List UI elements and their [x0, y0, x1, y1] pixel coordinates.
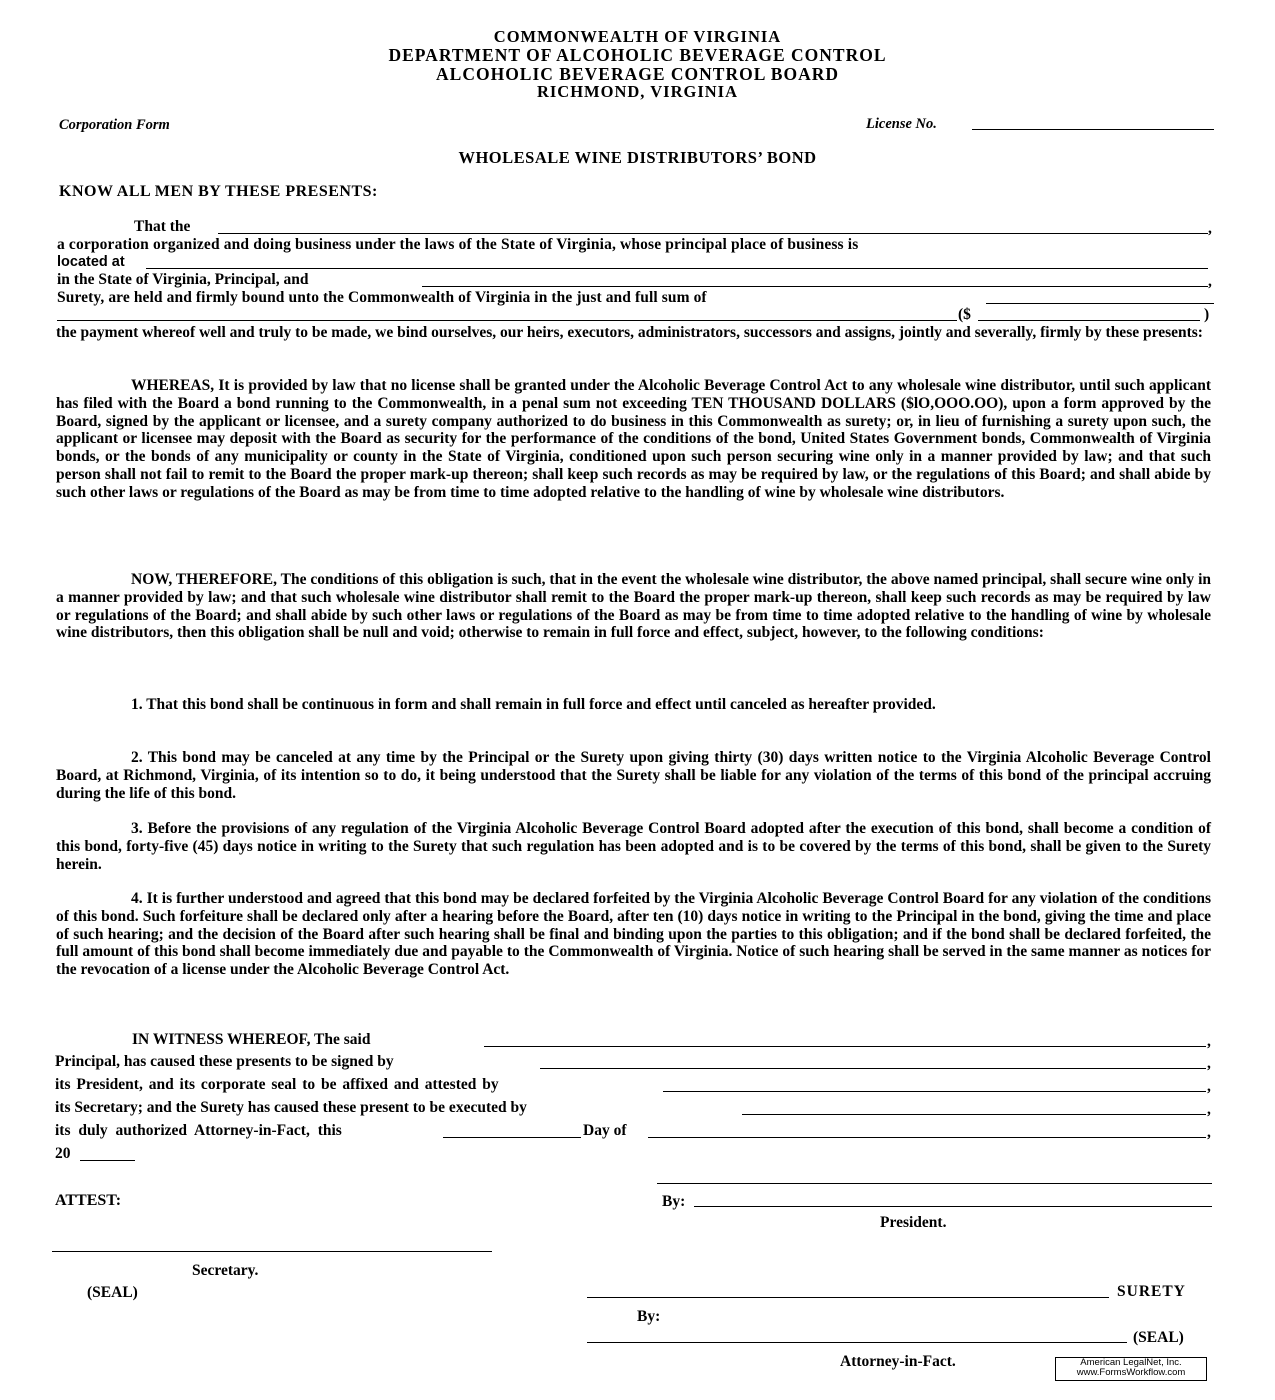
attest-label: ATTEST: — [55, 1192, 122, 1209]
comma: , — [1208, 220, 1212, 237]
dollar-open: ($ — [958, 306, 971, 323]
witness-line-3: its President, and its corporate seal to be affixed and attested by — [55, 1076, 499, 1093]
year-prefix: 20 — [55, 1145, 71, 1162]
dollar-close: ) — [1204, 306, 1210, 323]
sum-words-field[interactable] — [986, 303, 1214, 304]
condition-2: 2. This bond may be canceled at any time by the Principal or the Surety upon giving thirty (30) days written notice to the Virginia Alcoholic Beverage Control Board, at Richmond, Virginia, of its intention so to do, it being understood that the Surety shall be liable for any violation of the terms of this bond of the principal accruing during the life of this bond. — [56, 749, 1211, 802]
president-signature-line-top[interactable] — [657, 1183, 1212, 1184]
surety-name-field[interactable] — [422, 286, 1208, 287]
header-line-3: ALCOHOLIC BEVERAGE CONTROL BOARD — [436, 64, 839, 84]
surety-by-label: By: — [637, 1308, 661, 1325]
by-label: By: — [662, 1193, 686, 1210]
comma: , — [1207, 1055, 1211, 1072]
principal-name-field[interactable] — [484, 1046, 1206, 1047]
footer-logo-line-2: www.FormsWorkflow.com — [1076, 1367, 1186, 1378]
witness-line-4: its Secretary; and the Surety has caused these present to be executed by — [55, 1099, 527, 1116]
president-signature-field[interactable] — [694, 1206, 1212, 1207]
attester-name-field[interactable] — [663, 1091, 1206, 1092]
intro-heading: KNOW ALL MEN BY THESE PRESENTS: — [59, 183, 378, 200]
condition-3: 3. Before the provisions of any regulation of the Virginia Alcoholic Beverage Control Board adopted after the execution of this bond, shall become a condition of this bond, forty-five (45) days notice in writing to the Surety that such regulation has been adopted and is to be covered by the terms of this bond, shall be given to the Surety herein. — [56, 820, 1211, 873]
footer-logo-line-1: American LegalNet, Inc. — [1080, 1357, 1182, 1368]
witness-line-2: Principal, has caused these presents to be signed by — [55, 1053, 394, 1070]
that-the-label: That the — [134, 218, 191, 235]
now-therefore-paragraph: NOW, THEREFORE, The conditions of this obligation is such, that in the event the wholesale wine distributor, the above named principal, shall secure wine only in a manner provided by law; and that such wholesale wine distributor shall remit to the Board the proper mark-up thereon, shall keep such records as may be required by law or regulations of the Board; and shall abide by such other laws or regulations of the Board as may be from time to time adopted relative to the handling of wine by wholesale wine distributors, then this obligation shall be null and void; otherwise to remain in full force and effect, subject, however, to the following conditions: — [56, 571, 1211, 642]
comma: , — [1207, 1078, 1211, 1095]
located-at-label: located at — [57, 254, 125, 270]
seal-label-2: (SEAL) — [1133, 1329, 1184, 1346]
condition-1: 1. That this bond shall be continuous in form and shall remain in full force and effect until canceled as hereafter provided. — [131, 696, 936, 713]
surety-label: SURETY — [1117, 1283, 1186, 1300]
business-location-field[interactable] — [146, 268, 1208, 269]
sum-amount-field[interactable] — [978, 320, 1200, 321]
comma: , — [1207, 1101, 1211, 1118]
year-field[interactable] — [80, 1160, 135, 1161]
seal-label: (SEAL) — [87, 1284, 138, 1301]
condition-4: 4. It is further understood and agreed that this bond may be declared forfeited by the Virginia Alcoholic Beverage Control Board for any violation of the conditions of this bond. Such forfeiture shall be declared only after a hearing before the Board, after ten (10) days notice in writing to the Principal in the bond, giving the time and place of such hearing; and the decision of the Board after such hearing shall be final and binding upon the parties to this obligation; and if the bond shall be declared forfeited, the full amount of this bond shall become immediately due and payable to the Commonwealth of Virginia. Notice of such hearing shall be served in the same manner as notices for the revocation of a license under the Alcoholic Beverage Control Act. — [56, 890, 1211, 979]
header-line-1: COMMONWEALTH OF VIRGINIA — [493, 27, 782, 46]
attorney-label: Attorney-in-Fact. — [840, 1353, 956, 1370]
secretary-label: Secretary. — [192, 1262, 259, 1279]
state-principal-label: in the State of Virginia, Principal, and — [57, 271, 309, 288]
document-title: WHOLESALE WINE DISTRIBUTORS’ BOND — [458, 148, 817, 167]
signer-name-field[interactable] — [540, 1068, 1206, 1069]
attorney-signature-field[interactable] — [587, 1342, 1127, 1343]
header-line-2: DEPARTMENT OF ALCOHOLIC BEVERAGE CONTROL — [388, 45, 887, 65]
day-field[interactable] — [443, 1137, 581, 1138]
footer-logo — [1055, 1357, 1207, 1381]
corporation-name-field[interactable] — [218, 233, 1208, 234]
license-label: License No. — [866, 116, 937, 132]
sum-words-field-continued[interactable] — [57, 320, 957, 321]
corporation-line: a corporation organized and doing business under the laws of the State of Virginia, whose principal place of business is — [57, 236, 859, 253]
form-type-label: Corporation Form — [59, 117, 170, 133]
header-line-4: RICHMOND, VIRGINIA — [536, 82, 739, 101]
comma: , — [1207, 1124, 1211, 1141]
whereas-paragraph: WHEREAS, It is provided by law that no license shall be granted under the Alcoholic Beverage Control Act to any wholesale wine distributor, until such applicant has filed with the Board a bond running to the Commonwealth, in a penal sum not exceeding TEN THOUSAND DOLLARS ($lO,OOO.OO), upon a form approved by the Board, signed by the applicant or licensee, and a surety company authorized to do business in this Commonwealth as surety; or, in lieu of furnishing a surety upon such, the applicant or licensee may deposit with the Board as security for the performance of the conditions of the bond, United States Government bonds, Commonwealth of Virginia bonds, or the bonds of any municipality or county in the State of Virginia, conditioned upon such person securing wine only in a manner provided by law; and that such person shall not fail to remit to the Board the proper mark-up thereon; shall keep such records as may be required by law, or the regulations of this Board; and shall abide by such other laws or regulations of the Board as may be from time to time adopted relative to the handling of wine by wholesale wine distributors. — [56, 377, 1211, 501]
witness-line-5: its duly authorized Attorney-in-Fact, this — [55, 1122, 342, 1139]
payment-paragraph: the payment whereof well and truly to be made, we bind ourselves, our heirs, executors, administrators, successors and assigns, jointly and severally, firmly by these presents: — [56, 324, 1203, 341]
surety-line: Surety, are held and firmly bound unto the Commonwealth of Virginia in the just and full sum of — [57, 289, 707, 306]
surety-signature-field[interactable] — [587, 1297, 1109, 1298]
comma: , — [1208, 273, 1212, 290]
month-field[interactable] — [648, 1137, 1206, 1138]
president-label: President. — [880, 1214, 947, 1231]
secretary-signature-field[interactable] — [52, 1251, 492, 1252]
license-number-field[interactable] — [972, 129, 1214, 130]
executor-name-field[interactable] — [742, 1114, 1206, 1115]
witness-line-1: IN WITNESS WHEREOF, The said — [132, 1031, 371, 1048]
comma: , — [1207, 1033, 1211, 1050]
day-of-label: Day of — [583, 1122, 627, 1139]
